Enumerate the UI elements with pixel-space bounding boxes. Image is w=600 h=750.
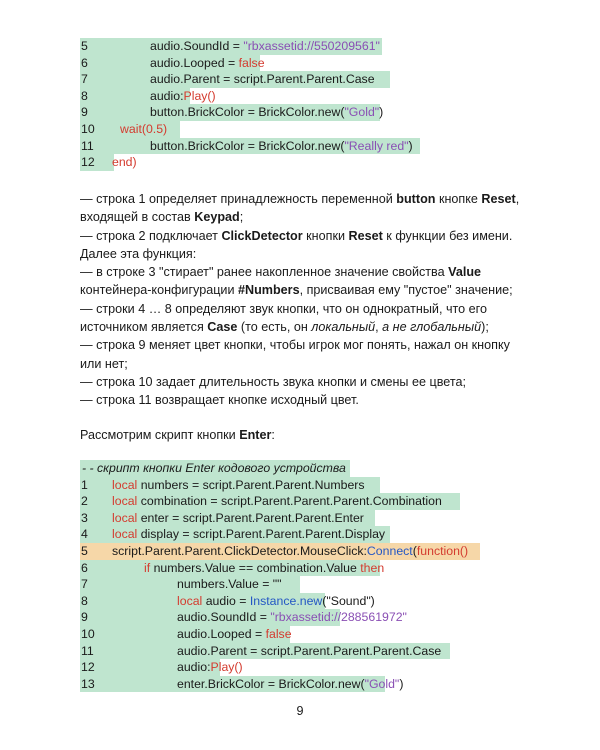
line-number: 8	[81, 88, 88, 103]
code-token: local	[112, 494, 138, 509]
code-token: - - скрипт кнопки Enter кодового устройства	[82, 461, 346, 475]
text-run: );	[481, 320, 489, 335]
code-token: local	[177, 593, 203, 608]
bold-term: #Numbers	[237, 283, 300, 298]
code-token: local	[112, 477, 138, 492]
text-run: :	[271, 428, 275, 442]
code-line	[80, 676, 480, 693]
code-line	[80, 477, 480, 494]
text-run: — строка 11 возвращает кнопке исходный цвет.	[80, 393, 359, 408]
page-number: 9	[296, 704, 304, 718]
text-run: Рассмотрим скрипт кнопки	[80, 428, 240, 442]
code-text	[112, 510, 364, 527]
line-number: 5	[81, 39, 88, 53]
explanation-paragraph	[80, 263, 520, 300]
text-run: , входящей в состав	[80, 192, 520, 225]
code-line	[80, 626, 480, 643]
explanation-paragraph	[80, 336, 520, 373]
text-run: — строка 1 определяет принадлежность переменной	[80, 192, 397, 206]
code-token: local	[112, 510, 138, 525]
code-token: audio:	[177, 660, 211, 675]
code-token: "Gold"	[344, 105, 380, 120]
line-number: 7	[81, 577, 88, 592]
text-run: ;	[239, 210, 244, 225]
code-line	[80, 543, 480, 560]
code-token: button.BrickColor = BrickColor.new(	[150, 138, 345, 153]
code-token: )	[408, 138, 413, 153]
code-text	[150, 138, 413, 155]
code-text	[177, 676, 403, 693]
code-token: enter.BrickColor = BrickColor.new(	[177, 676, 365, 691]
line-number: 13	[81, 676, 95, 691]
code-text	[177, 643, 441, 660]
explanation-paragraph	[80, 190, 520, 227]
code-token: "rbxassetid://288561972"	[270, 610, 407, 625]
code-token: Instance.new	[249, 593, 323, 608]
text-run: к функции без имени. Далее эта функция:	[80, 228, 513, 261]
bold-term: button	[396, 192, 436, 206]
code-line	[80, 643, 480, 660]
code-text	[177, 609, 407, 626]
code-token: false	[265, 626, 292, 641]
code-token: button.BrickColor = BrickColor.new(	[150, 105, 345, 120]
code-line	[80, 576, 480, 593]
code-text	[150, 88, 216, 105]
code-token: enter = script.Parent.Parent.Parent.Enter	[137, 510, 364, 525]
code-line	[80, 526, 480, 543]
line-number: 1	[81, 477, 88, 492]
text-run: кнопки	[302, 228, 349, 243]
code-line	[80, 38, 420, 55]
code-line	[80, 493, 480, 510]
code-line	[80, 71, 420, 88]
text-run: ,	[375, 320, 383, 335]
code-text	[112, 543, 468, 560]
text-run: контейнера-конфигурации	[80, 283, 238, 298]
enter-intro	[80, 426, 275, 444]
code-token: audio.Looped =	[177, 626, 266, 641]
text-run: — строка 2 подключает	[80, 228, 222, 243]
code-text	[112, 477, 365, 494]
code-token: audio.Parent = script.Parent.Parent.Case	[150, 72, 375, 87]
line-number: 5	[81, 543, 88, 558]
code-line	[80, 460, 480, 477]
code-token: audio.Looped =	[150, 55, 239, 70]
code-line	[80, 55, 420, 72]
bold-term: Reset	[481, 192, 516, 206]
code-text	[177, 593, 375, 610]
code-line	[80, 104, 420, 121]
line-number: 10	[81, 121, 95, 136]
line-number: 11	[81, 138, 94, 153]
text-run: — строка 9 меняет цвет кнопки, чтобы игрок мог понять, нажал он кнопку или нет;	[80, 338, 510, 371]
line-number: 6	[81, 55, 88, 70]
code-token: audio.Parent = script.Parent.Parent.Parent.Case	[177, 643, 442, 658]
code-line	[80, 560, 480, 577]
line-number: 6	[81, 560, 88, 575]
code-line	[80, 510, 480, 527]
code-text	[112, 526, 385, 543]
code-token: )	[379, 105, 384, 120]
line-number: 9	[81, 610, 88, 625]
code-token: audio:	[150, 88, 184, 103]
code-line	[80, 659, 480, 676]
code-token: function()	[416, 543, 469, 558]
italic-term: локальный	[311, 320, 376, 335]
code-token: if	[144, 560, 151, 575]
code-token: false	[238, 55, 265, 70]
code-comment	[82, 460, 346, 477]
line-number: 12	[81, 155, 95, 170]
line-number: 12	[81, 660, 95, 675]
line-number: 10	[81, 626, 95, 641]
code-token: display = script.Parent.Parent.Parent.Display	[137, 527, 386, 542]
explanation-paragraph	[80, 391, 520, 409]
code-text	[177, 576, 282, 593]
code-text	[144, 560, 384, 577]
explanation-text	[80, 190, 520, 410]
bold-term: Case	[207, 320, 238, 335]
code-text	[120, 121, 167, 138]
code-token: ("Sound")	[322, 593, 375, 608]
code-token: audio.SoundId =	[177, 610, 271, 625]
code-token: wait(0.5)	[120, 121, 168, 136]
code-token: )	[399, 676, 404, 691]
code-token: "Really red"	[344, 138, 409, 153]
text-run: , присваивая ему "пустое" значение;	[299, 283, 513, 298]
code-token: audio =	[202, 593, 250, 608]
code-token: numbers = script.Parent.Parent.Numbers	[137, 477, 365, 492]
code-text	[177, 626, 292, 643]
explanation-paragraph	[80, 227, 520, 264]
code-token: combination = script.Parent.Parent.Parent.Combination	[137, 494, 442, 509]
text-run: — в строке 3 "стирает" ранее накопленное значение свойства	[80, 265, 449, 280]
code-text	[112, 154, 137, 171]
code-token: Play()	[183, 88, 216, 103]
bold-term: ClickDetector	[221, 228, 303, 243]
code-line	[80, 121, 420, 138]
code-text	[177, 659, 243, 676]
code-text	[150, 71, 375, 88]
code-token: audio.SoundId =	[150, 39, 244, 53]
bold-term: Value	[448, 265, 482, 280]
code-token: Connect	[366, 543, 413, 558]
line-number: 9	[81, 105, 88, 120]
code-line	[80, 609, 480, 626]
code-token: end)	[112, 155, 137, 170]
code-token: script.Parent.Parent.ClickDetector.MouseClick:	[112, 543, 367, 558]
code-token: "Gold"	[364, 676, 400, 691]
italic-term: а не глобальный	[382, 320, 482, 335]
line-number: 3	[81, 510, 88, 525]
text-run: — строка 10 задает длительность звука кнопки и смены ее цвета;	[80, 374, 466, 389]
code-block-reset	[80, 38, 420, 171]
code-token: numbers.Value = ""	[177, 577, 282, 592]
bold-term: Keypad	[194, 210, 240, 225]
code-token: "rbxassetid://550209561"	[243, 39, 380, 53]
line-number: 11	[81, 643, 94, 658]
explanation-paragraph	[80, 373, 520, 391]
text-run: (то есть, он	[237, 320, 312, 335]
code-line	[80, 88, 420, 105]
code-text	[150, 38, 380, 55]
line-number: 4	[81, 527, 88, 542]
explanation-paragraph	[80, 300, 520, 337]
line-number: 8	[81, 593, 88, 608]
code-line	[80, 138, 420, 155]
code-token: local	[112, 527, 138, 542]
code-line	[80, 154, 420, 171]
line-number: 7	[81, 72, 88, 87]
code-text	[112, 493, 442, 510]
line-number: 2	[81, 494, 88, 509]
code-token: (	[412, 543, 417, 558]
code-text	[150, 55, 265, 72]
code-token: numbers.Value == combination.Value	[150, 560, 361, 575]
bold-term: Enter	[239, 428, 272, 442]
code-token: then	[360, 560, 385, 575]
code-line	[80, 593, 480, 610]
bold-term: Reset	[348, 228, 383, 243]
text-run: кнопке	[435, 192, 482, 206]
code-block-enter	[80, 460, 480, 692]
text-run: — строки 4 … 8 определяют звук кнопки, что он однократный, что его источником является	[80, 301, 487, 335]
code-text	[150, 104, 383, 121]
code-token: Play()	[210, 660, 243, 675]
